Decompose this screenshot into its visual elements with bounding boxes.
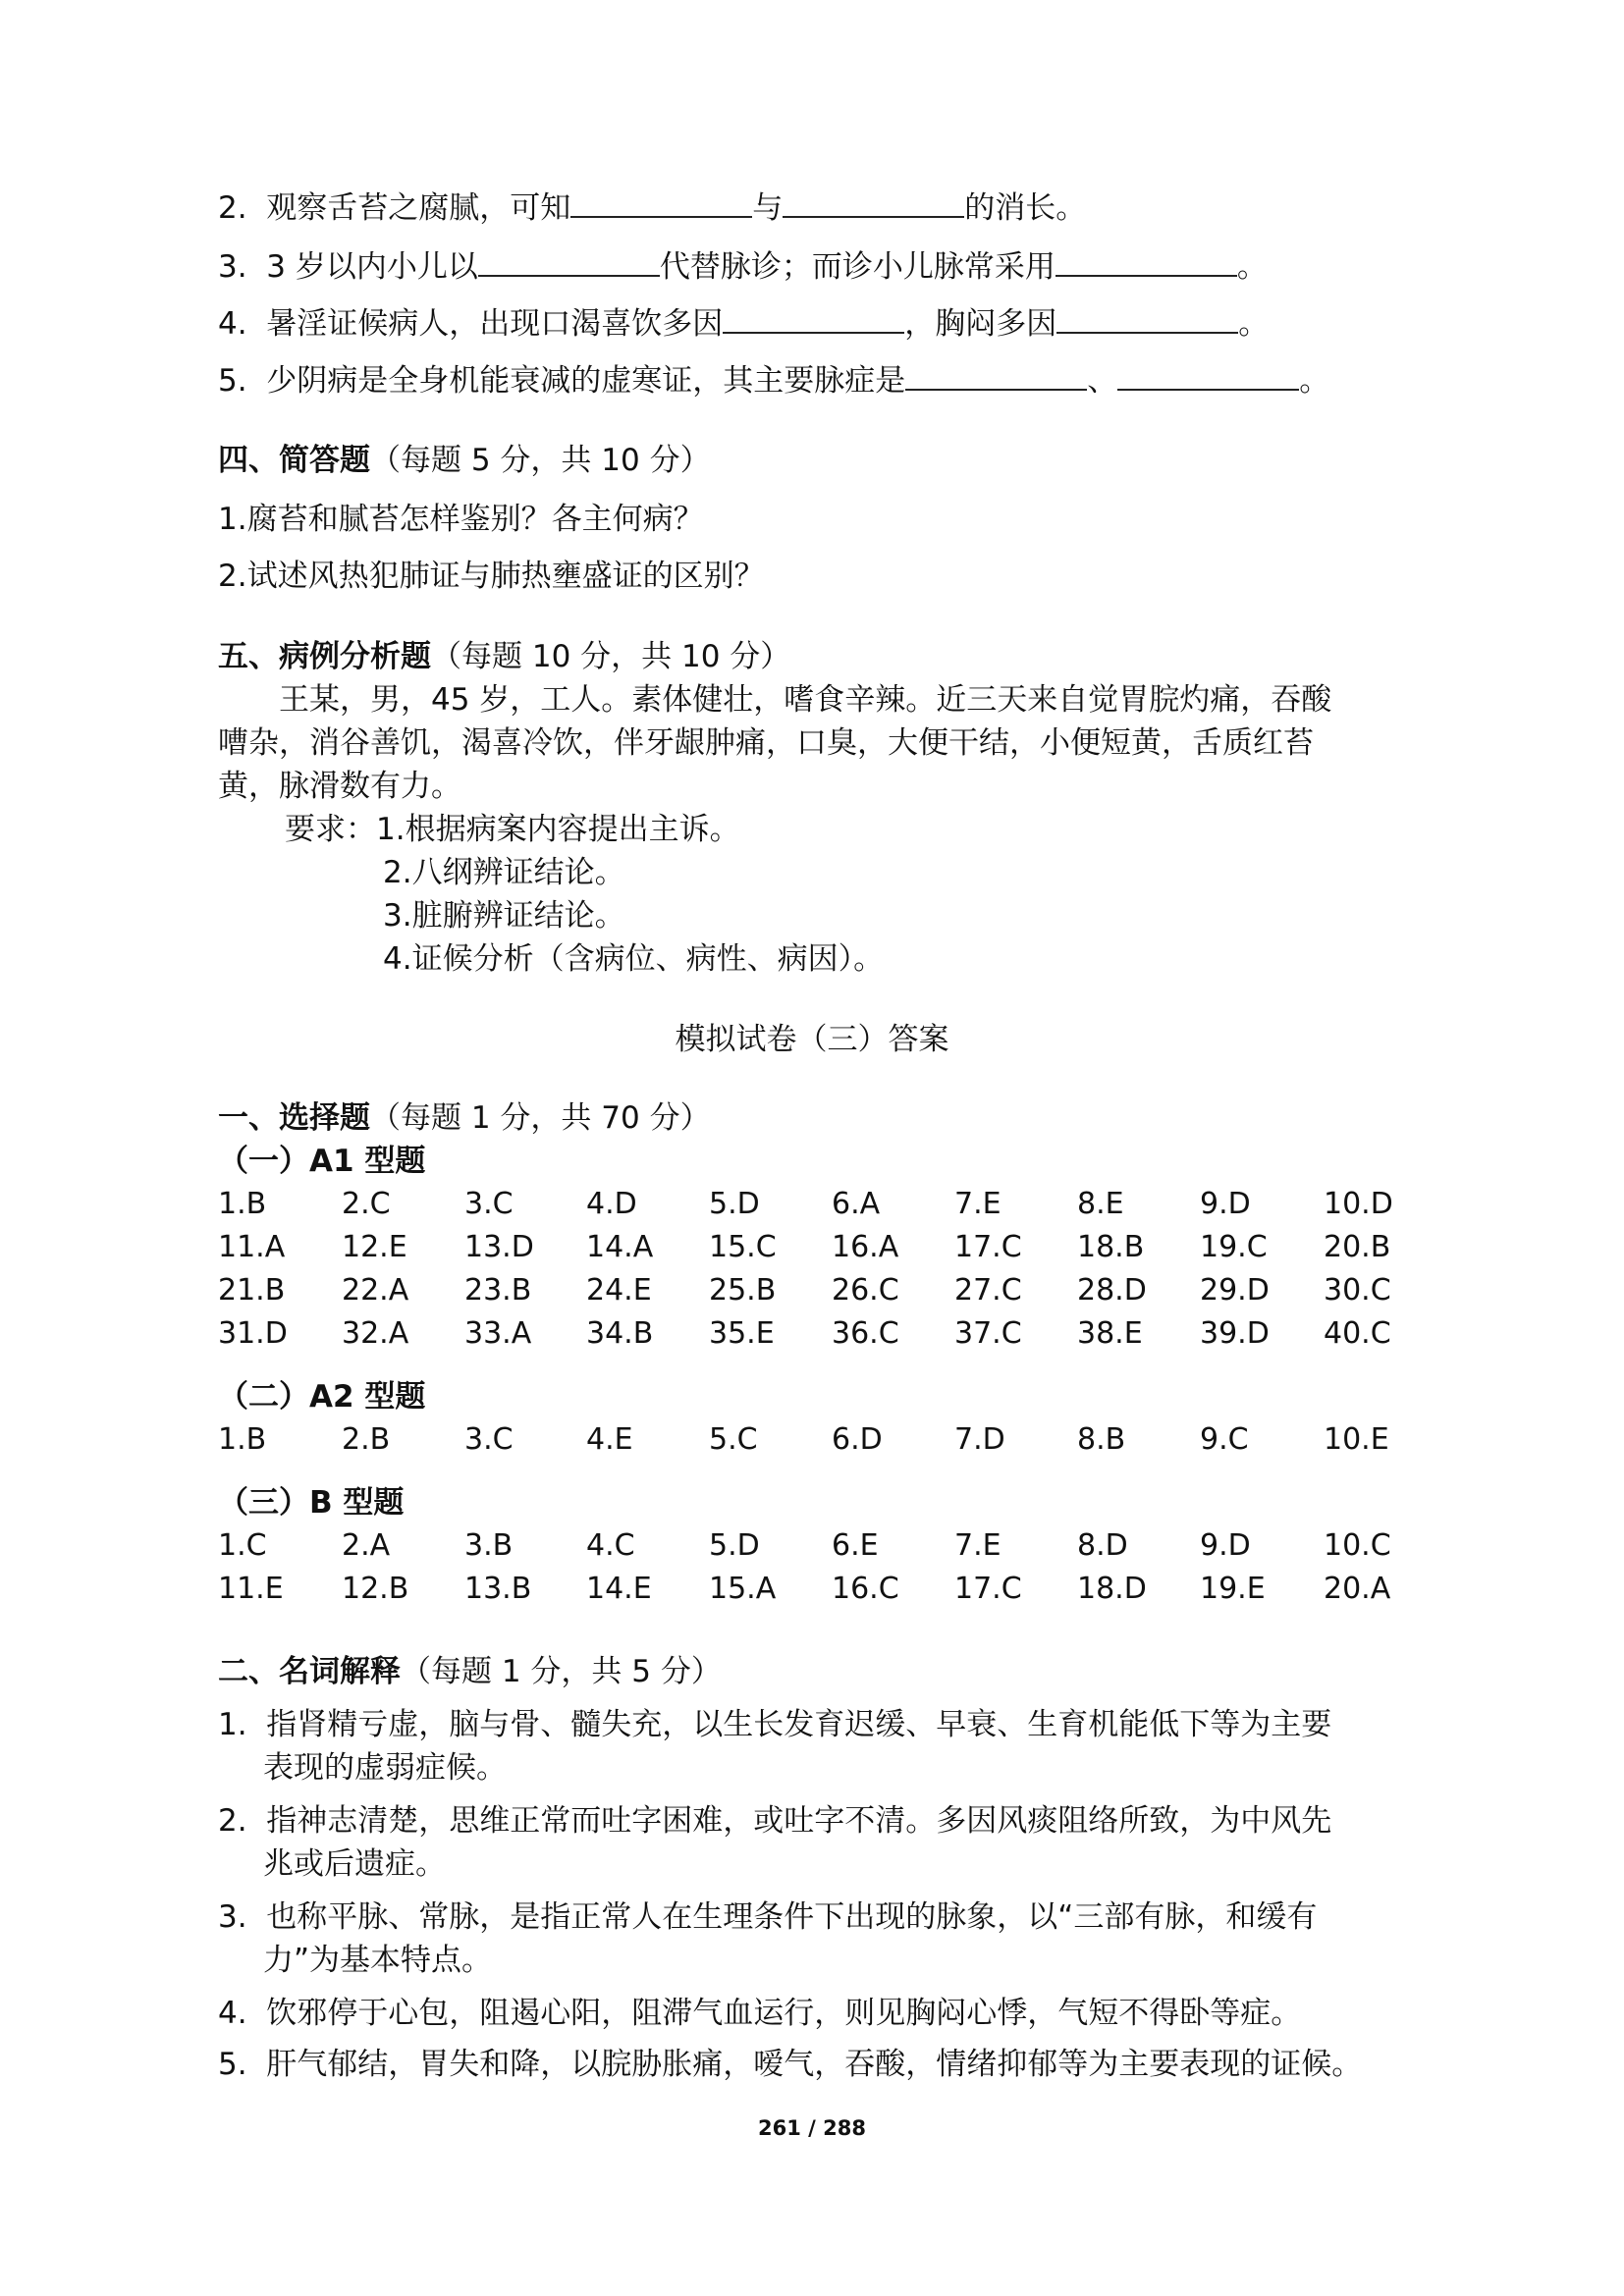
term-text-line-1: 肝气郁结，胃失和降，以脘胁胀痛，嗳气，吞酸，情绪抑郁等为主要表现的证候。	[266, 2047, 1363, 2082]
term-number: 4.	[218, 1996, 247, 2031]
answer-cell: 10.C	[1324, 1528, 1391, 1563]
answer-cell: 25.B	[709, 1273, 777, 1308]
requirement-4: 4.证候分析（含病位、病性、病因）。	[383, 941, 885, 977]
answer-cell: 1.C	[218, 1528, 267, 1563]
answer-cell: 5.D	[709, 1187, 760, 1221]
answer-cell: 1.B	[218, 1422, 267, 1457]
requirements-label-text: 要求：	[285, 812, 376, 847]
answer-blank	[723, 302, 904, 334]
answer-cell: 9.D	[1200, 1528, 1251, 1563]
question-text: 少阴病是全身机能衰减的虚寒证，其主要脉症是	[266, 363, 906, 399]
term-item	[218, 1800, 1331, 1842]
answer-cell: 3.C	[464, 1187, 514, 1221]
answer-cell: 15.C	[709, 1230, 777, 1264]
answer-cell: 40.C	[1324, 1316, 1391, 1351]
question-text: ，胸闷多因	[904, 306, 1057, 342]
answer-blank	[783, 187, 964, 218]
section-title: 五、病例分析题	[218, 639, 431, 674]
answer-cell: 15.A	[709, 1572, 777, 1606]
question-number: 2.	[218, 190, 247, 226]
term-text-line-1: 也称平脉、常脉，是指正常人在生理条件下出现的脉象，以“三部有脉，和缓有	[266, 1899, 1318, 1935]
answer-cell: 6.D	[832, 1422, 883, 1457]
question-text: 3 岁以内小儿以	[266, 249, 478, 285]
term-number: 2.	[218, 1803, 247, 1839]
answer-cell: 34.B	[586, 1316, 654, 1351]
term-text-line-2: 兆或后遗症。	[263, 1846, 446, 1882]
fill-question-5	[218, 359, 1329, 401]
answer-cell: 6.E	[832, 1528, 879, 1563]
answer-cell: 18.D	[1077, 1572, 1147, 1606]
requirement-2: 2.八纲辨证结论。	[383, 855, 625, 890]
answer-cell: 19.E	[1200, 1572, 1266, 1606]
answer-cell: 7.D	[954, 1422, 1005, 1457]
answer-cell: 37.C	[954, 1316, 1022, 1351]
question-number: 4.	[218, 306, 247, 342]
answer-cell: 10.E	[1324, 1422, 1389, 1457]
term-item	[218, 1704, 1331, 1745]
answer-cell: 17.C	[954, 1572, 1022, 1606]
fill-question-3	[218, 245, 1268, 288]
answer-cell: 23.B	[464, 1273, 532, 1308]
answer-cell: 35.E	[709, 1316, 775, 1351]
answer-cell: 7.E	[954, 1528, 1001, 1563]
answer-cell: 9.C	[1200, 1422, 1249, 1457]
answer-cell: 16.A	[832, 1230, 899, 1264]
a1-subtitle: （一）A1 型题	[218, 1144, 426, 1179]
answer-cell: 4.D	[586, 1187, 637, 1221]
b-subtitle: （三）B 型题	[218, 1485, 405, 1521]
answer-cell: 33.A	[464, 1316, 532, 1351]
case-text-line: 嘈杂，消谷善饥，渴喜冷饮，伴牙龈肿痛，口臭，大便干结，小便短黄，舌质红苔	[218, 725, 1314, 761]
answer-cell: 38.E	[1077, 1316, 1143, 1351]
section-title: 二、名词解释	[218, 1654, 401, 1689]
answer-cell: 1.B	[218, 1187, 267, 1221]
term-number: 1.	[218, 1707, 247, 1742]
answer-cell: 17.C	[954, 1230, 1022, 1264]
answer-cell: 27.C	[954, 1273, 1022, 1308]
answer-cell: 4.E	[586, 1422, 633, 1457]
answer-cell: 8.D	[1077, 1528, 1128, 1563]
answer-cell: 14.E	[586, 1572, 652, 1606]
answer-cell: 30.C	[1324, 1273, 1391, 1308]
question-text: 代替脉诊；而诊小儿脉常采用	[659, 249, 1056, 285]
answer-cell: 11.E	[218, 1572, 284, 1606]
answer-cell: 2.C	[342, 1187, 391, 1221]
term-text-line-2: 表现的虚弱症候。	[263, 1750, 507, 1786]
term-item	[218, 1993, 1301, 2034]
fill-question-2	[218, 187, 1086, 229]
case-text-line: 王某，男，45 岁，工人。素体健壮，嗜食辛辣。近三天来自觉胃脘灼痛，吞酸	[279, 682, 1332, 718]
answer-cell: 8.B	[1077, 1422, 1126, 1457]
answer-section-2-heading	[218, 1651, 722, 1692]
answer-cell: 3.C	[464, 1422, 514, 1457]
answer-cell: 7.E	[954, 1187, 1001, 1221]
answer-cell: 9.D	[1200, 1187, 1251, 1221]
case-text-line: 黄，脉滑数有力。	[218, 769, 461, 804]
question-text: 、	[1087, 363, 1118, 399]
answer-cell: 20.B	[1324, 1230, 1391, 1264]
answer-cell: 31.D	[218, 1316, 288, 1351]
answer-cell: 3.B	[464, 1528, 514, 1563]
answer-cell: 2.B	[342, 1422, 391, 1457]
question-text: 的消长。	[964, 190, 1087, 226]
answer-blank	[1056, 245, 1237, 277]
question-text: 暑淫证候病人，出现口渴喜饮多因	[266, 306, 724, 342]
page-number: 261 / 288	[758, 2116, 866, 2140]
answer-cell: 13.B	[464, 1572, 532, 1606]
requirements-label	[285, 809, 740, 850]
answer-cell: 19.C	[1200, 1230, 1268, 1264]
section-note: （每题 5 分，共 10 分）	[370, 443, 711, 478]
answer-cell: 6.A	[832, 1187, 881, 1221]
question-number: 3.	[218, 249, 247, 285]
answer-cell: 21.B	[218, 1273, 286, 1308]
answer-cell: 13.D	[464, 1230, 534, 1264]
answer-cell: 16.C	[832, 1572, 899, 1606]
answer-cell: 5.D	[709, 1528, 760, 1563]
question-number: 5.	[218, 363, 247, 399]
term-number: 3.	[218, 1899, 247, 1935]
term-item	[218, 2044, 1362, 2085]
term-text-line-1: 指神志清楚，思维正常而吐字困难，或吐字不清。多因风痰阻络所致，为中风先	[266, 1803, 1332, 1839]
answer-cell: 39.D	[1200, 1316, 1270, 1351]
requirement-3: 3.脏腑辨证结论。	[383, 898, 625, 934]
term-number: 5.	[218, 2047, 247, 2082]
answer-cell: 11.A	[218, 1230, 286, 1264]
answer-blank	[905, 359, 1087, 391]
section-5-heading	[218, 636, 790, 677]
section-4-heading	[218, 440, 711, 481]
answer-cell: 18.B	[1077, 1230, 1145, 1264]
question-text: 。	[1299, 363, 1330, 399]
term-item	[218, 1896, 1317, 1938]
question-text: 。	[1238, 306, 1270, 342]
fill-question-4	[218, 302, 1269, 345]
short-answer-question-2: 2.试述风热犯肺证与肺热壅盛证的区别？	[218, 559, 765, 594]
answer-cell: 24.E	[586, 1273, 652, 1308]
section-note: （每题 10 分，共 10 分）	[431, 639, 791, 674]
answer-cell: 29.D	[1200, 1273, 1270, 1308]
section-note: （每题 1 分，共 5 分）	[401, 1654, 722, 1689]
answer-cell: 28.D	[1077, 1273, 1147, 1308]
term-text-line-2: 力”为基本特点。	[263, 1943, 493, 1978]
answer-cell: 2.A	[342, 1528, 391, 1563]
term-text-line-1: 饮邪停于心包，阻遏心阳，阻滞气血运行，则见胸闷心悸，气短不得卧等症。	[266, 1996, 1302, 2031]
answer-cell: 8.E	[1077, 1187, 1124, 1221]
answer-blank	[570, 187, 752, 218]
answer-blank	[1117, 359, 1299, 391]
answer-cell: 36.C	[832, 1316, 899, 1351]
term-text-line-1: 指肾精亏虚，脑与骨、髓失充，以生长发育迟缓、早衰、生育机能低下等为主要	[266, 1707, 1332, 1742]
answer-blank	[478, 245, 660, 277]
answer-title: 模拟试卷（三）答案	[675, 1022, 949, 1057]
answer-blank	[1056, 302, 1238, 334]
answer-section-1-heading	[218, 1097, 711, 1139]
answer-cell: 20.A	[1324, 1572, 1391, 1606]
answer-cell: 5.C	[709, 1422, 758, 1457]
section-title: 一、选择题	[218, 1100, 370, 1136]
answer-cell: 14.A	[586, 1230, 654, 1264]
section-note: （每题 1 分，共 70 分）	[370, 1100, 711, 1136]
answer-cell: 10.D	[1324, 1187, 1393, 1221]
section-title: 四、简答题	[218, 443, 370, 478]
answer-cell: 12.E	[342, 1230, 407, 1264]
answer-cell: 12.B	[342, 1572, 409, 1606]
answer-cell: 26.C	[832, 1273, 899, 1308]
question-text: 与	[752, 190, 784, 226]
short-answer-question-1: 1.腐苔和腻苔怎样鉴别？各主何病？	[218, 502, 704, 537]
answer-cell: 4.C	[586, 1528, 635, 1563]
a2-subtitle: （二）A2 型题	[218, 1379, 426, 1415]
question-text: 。	[1236, 249, 1268, 285]
answer-cell: 22.A	[342, 1273, 409, 1308]
question-text: 观察舌苔之腐腻，可知	[266, 190, 571, 226]
requirement-1: 1.根据病案内容提出主诉。	[376, 812, 740, 847]
answer-cell: 32.A	[342, 1316, 409, 1351]
